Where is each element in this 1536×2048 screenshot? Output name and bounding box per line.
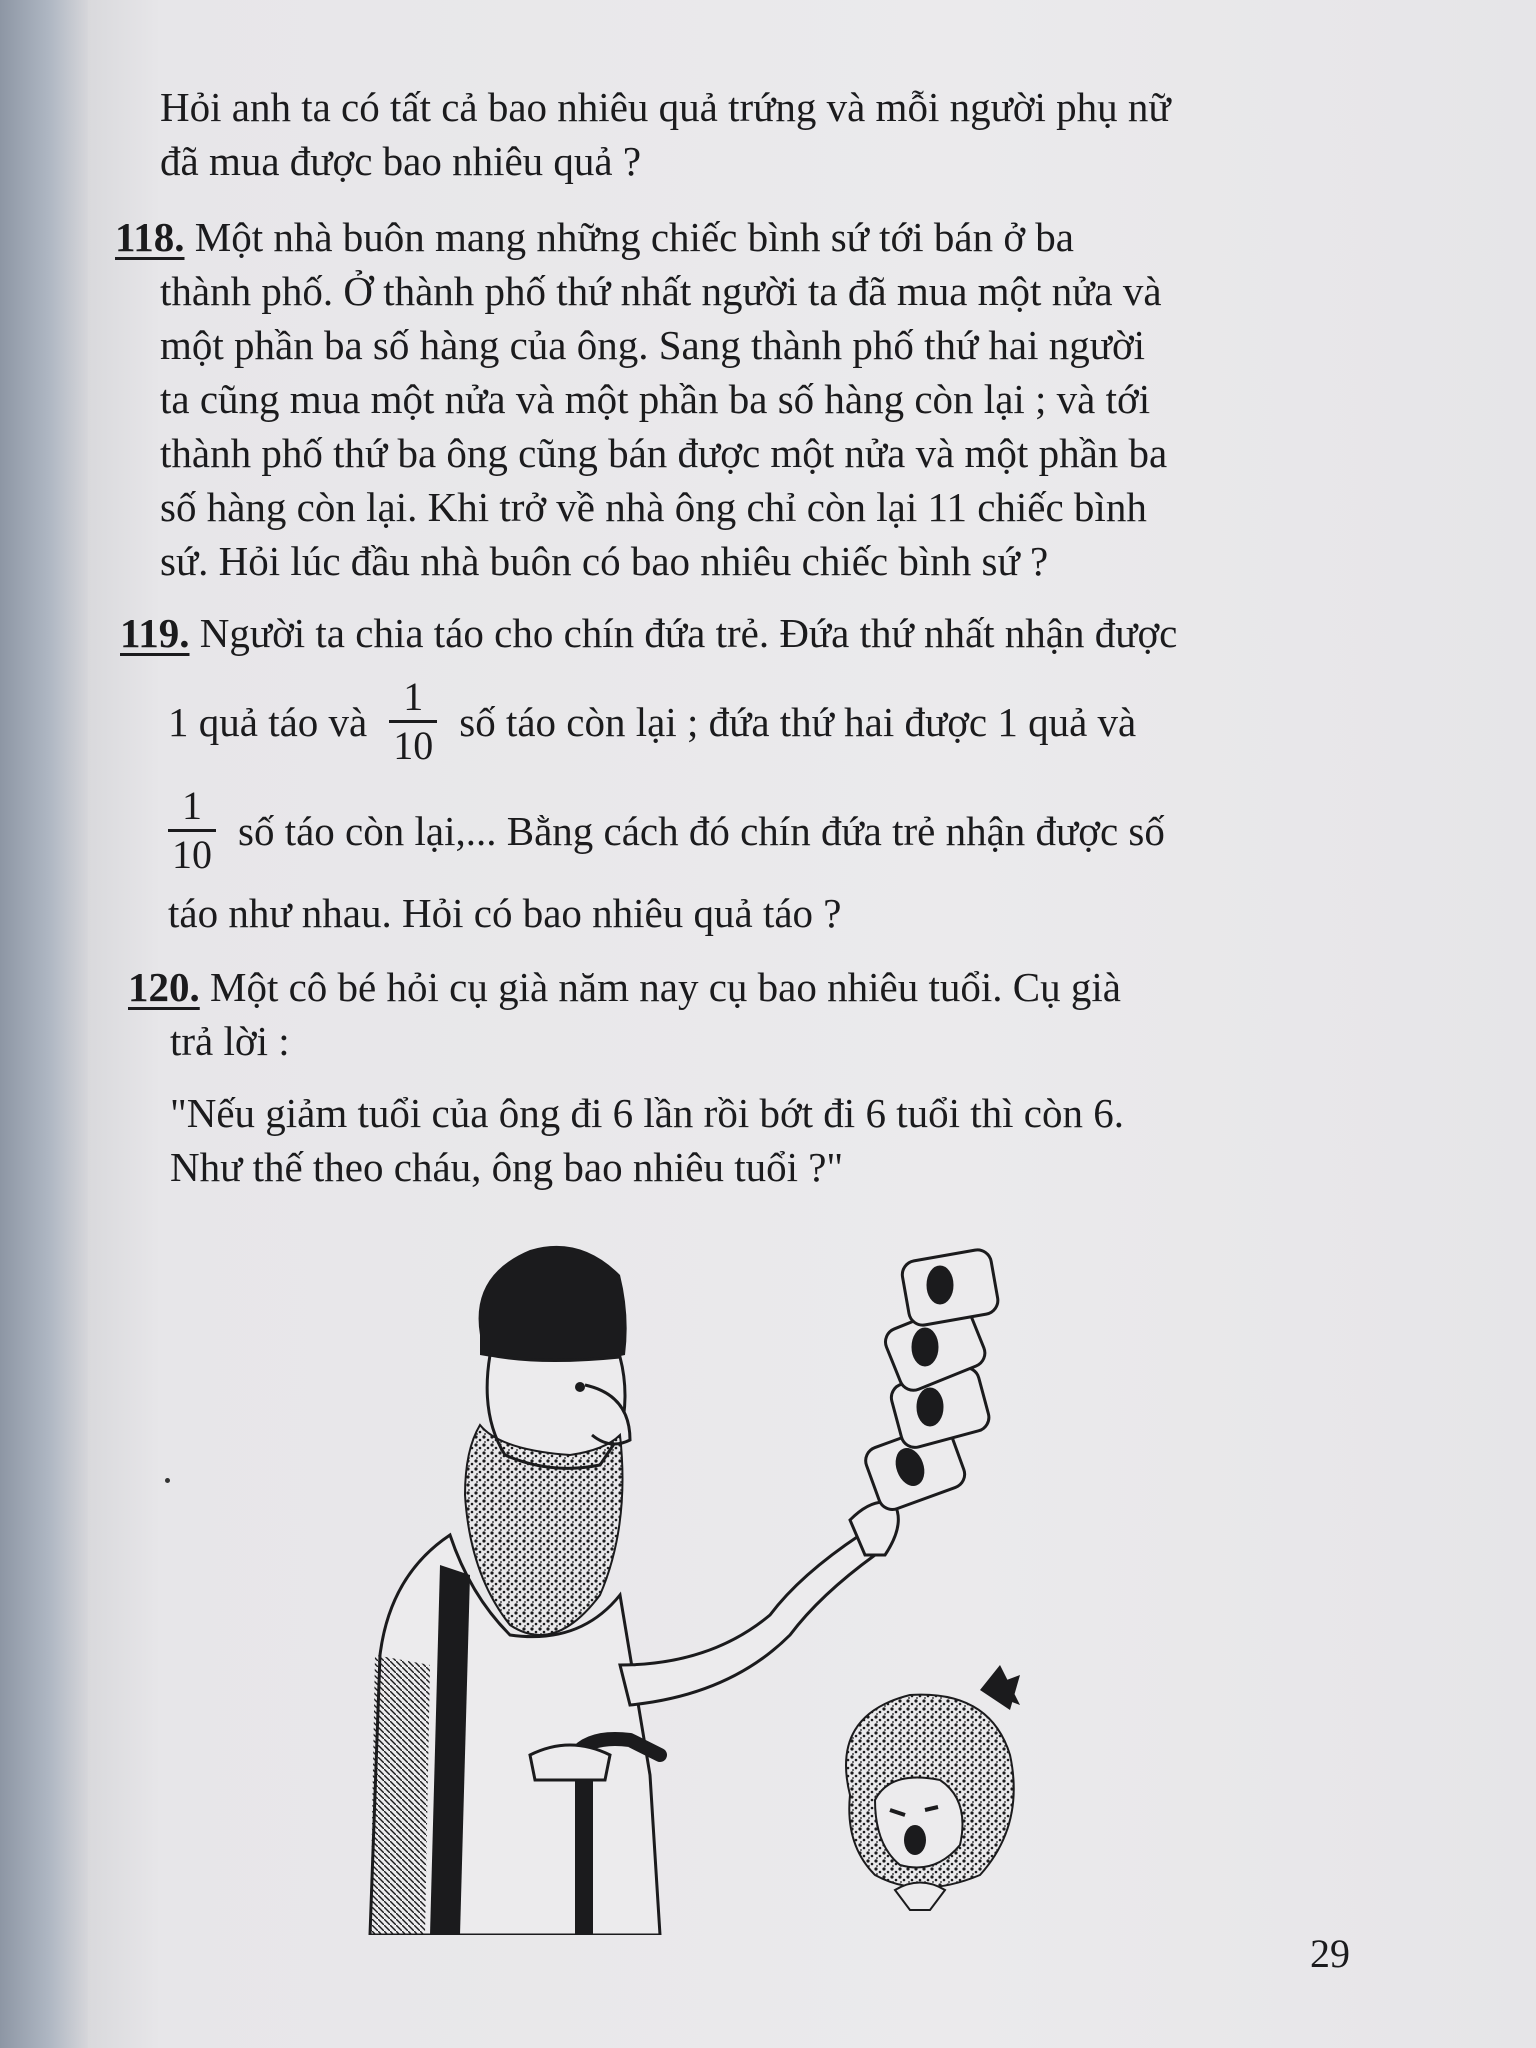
old-man-arm	[620, 1535, 875, 1705]
fraction-numerator: 1	[182, 783, 202, 828]
continuation-line-2: đã mua được bao nhiêu quả ?	[160, 138, 642, 184]
problem-119-number: 119.	[120, 610, 190, 656]
problem-120-line-2: trả lời :	[170, 1018, 290, 1064]
problem-118-line-3: một phần ba số hàng của ông. Sang thành phố thứ hai người	[160, 322, 1146, 368]
page-number: 29	[1310, 1931, 1350, 1976]
problem-119-line-1: Người ta chia táo cho chín đứa trẻ. Đứa thứ nhất nhận được	[199, 610, 1178, 656]
fraction-numerator: 1	[403, 674, 424, 719]
problem-119	[120, 606, 1355, 940]
fraction-one-tenth	[168, 783, 216, 878]
page-text	[115, 80, 1355, 1194]
problem-119-line-4: táo như nhau. Hỏi có bao nhiêu quả táo ?	[168, 890, 842, 936]
problem-119-line-2-end: số táo còn lại ; đứa thứ hai được 1 quả và	[459, 698, 1137, 745]
problem-120-line-4: Như thế theo cháu, ông bao nhiêu tuổi ?"	[170, 1144, 844, 1190]
problem-118-line-5: thành phố thứ ba ông cũng bán được một nửa và một phần ba	[160, 430, 1168, 476]
problem-119-line-2	[168, 674, 1355, 769]
problem-119-line-3	[168, 783, 1355, 878]
cane-shaft	[575, 1755, 593, 1935]
problem-120-line-1: Một cô bé hỏi cụ già năm nay cụ bao nhiêu tuổi. Cụ già	[210, 964, 1121, 1010]
problem-118-number: 118.	[115, 214, 185, 260]
problem-118-line-1: Một nhà buôn mang những chiếc bình sứ tới bán ở ba	[194, 214, 1074, 260]
fraction-denominator: 10	[172, 832, 212, 877]
problem-118-line-7: sứ. Hỏi lúc đầu nhà buôn có bao nhiêu chiếc bình sứ ?	[160, 538, 1049, 584]
problem-120	[128, 960, 1355, 1194]
problem-120-number: 120.	[128, 964, 200, 1010]
continuation-line-1: Hỏi anh ta có tất cả bao nhiêu quả trứng và mỗi người phụ nữ	[160, 84, 1171, 130]
ink-speck	[165, 1478, 170, 1483]
problem-119-line-2-start: 1 quả táo và	[168, 698, 368, 745]
fraction-one-tenth	[389, 674, 437, 769]
problem-120-line-3: "Nếu giảm tuổi của ông đi 6 lần rồi bớt đi 6 tuổi thì còn 6.	[170, 1090, 1124, 1136]
problem-118-line-4: ta cũng mua một nửa và một phần ba số hàng còn lại ; và tới	[160, 376, 1151, 422]
old-man-beard	[465, 1425, 623, 1635]
problem-119-line-3-end: số táo còn lại,... Bằng cách đó chín đứa trẻ nhận được số	[238, 807, 1165, 854]
problem-118-line-6: số hàng còn lại. Khi trở về nhà ông chỉ còn lại 11 chiếc bình	[160, 484, 1147, 530]
stacked-six-blocks	[862, 1248, 1000, 1514]
illustration-old-man-and-girl	[330, 1235, 1230, 1935]
book-spine-shadow	[0, 0, 88, 2048]
girl-open-mouth	[904, 1825, 926, 1855]
girl-hair-bow	[980, 1665, 1020, 1710]
old-man-hat	[479, 1246, 627, 1363]
problem-118	[115, 210, 1355, 588]
problem-118-line-2: thành phố. Ở thành phố thứ nhất người ta đã mua một nửa và	[160, 268, 1162, 314]
fraction-denominator: 10	[393, 723, 434, 768]
